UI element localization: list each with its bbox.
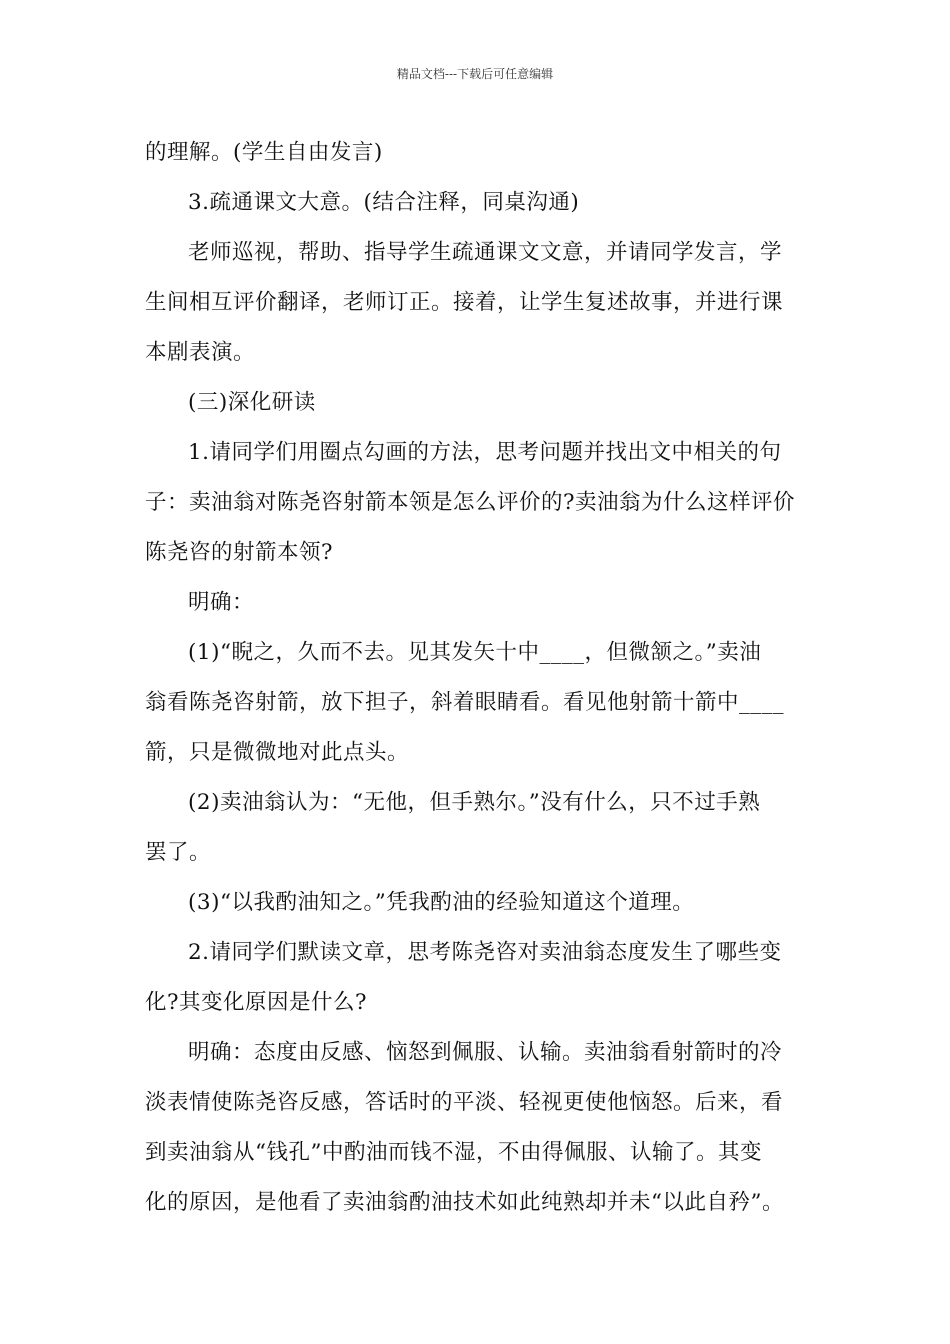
text-line: 明确： xyxy=(188,590,255,615)
document-body xyxy=(145,128,810,1228)
text-line: 2.请同学们默读文章，思考陈尧咨对卖油翁态度发生了哪些变 xyxy=(188,940,782,965)
page-header: 精品文档---下载后可任意编辑 xyxy=(396,67,554,81)
text-line: 箭，只是微微地对此点头。 xyxy=(145,740,410,765)
text-line: 化?其变化原因是什么? xyxy=(145,990,368,1015)
text-line: 明确：态度由反感、恼怒到佩服、认输。卖油翁看射箭时的冷 xyxy=(188,1040,783,1065)
text-line: 罢了。 xyxy=(145,840,212,865)
text-line: (1)“睨之，久而不去。见其发矢十中____，但微颔之。”卖油 xyxy=(188,640,762,665)
text-line: 到卖油翁从“钱孔”中酌油而钱不湿，不由得佩服、认输了。其变 xyxy=(145,1140,762,1165)
text-line: 1.请同学们用圈点勾画的方法，思考问题并找出文中相关的句 xyxy=(188,440,782,465)
text-line: 生间相互评价翻译，老师订正。接着，让学生复述故事，并进行课 xyxy=(145,290,784,315)
text-line: 老师巡视，帮助、指导学生疏通课文文意，并请同学发言，学 xyxy=(188,240,783,265)
text-line: 翁看陈尧咨射箭，放下担子，斜着眼睛看。看见他射箭十箭中____ xyxy=(145,690,785,715)
text-line: 的理解。(学生自由发言) xyxy=(145,140,383,165)
text-line: 淡表情使陈尧咨反感，答话时的平淡、轻视更使他恼怒。后来，看 xyxy=(145,1090,784,1115)
text-line: 陈尧咨的射箭本领? xyxy=(145,540,334,565)
text-line: (3)“以我酌油知之。”凭我酌油的经验知道这个道理。 xyxy=(188,890,695,915)
text-line: 本剧表演。 xyxy=(145,340,256,365)
text-line: 化的原因，是他看了卖油翁酌油技术如此纯熟却并未“以此自矜”。 xyxy=(145,1190,784,1215)
text-line: 子：卖油翁对陈尧咨射箭本领是怎么评价的?卖油翁为什么这样评价 xyxy=(145,490,796,515)
section-heading: (三)深化研读 xyxy=(188,390,316,415)
text-line: (2)卖油翁认为：“无他，但手熟尔。”没有什么，只不过手熟 xyxy=(188,790,761,815)
text-line: 3.疏通课文大意。(结合注释，同桌沟通) xyxy=(188,190,580,215)
